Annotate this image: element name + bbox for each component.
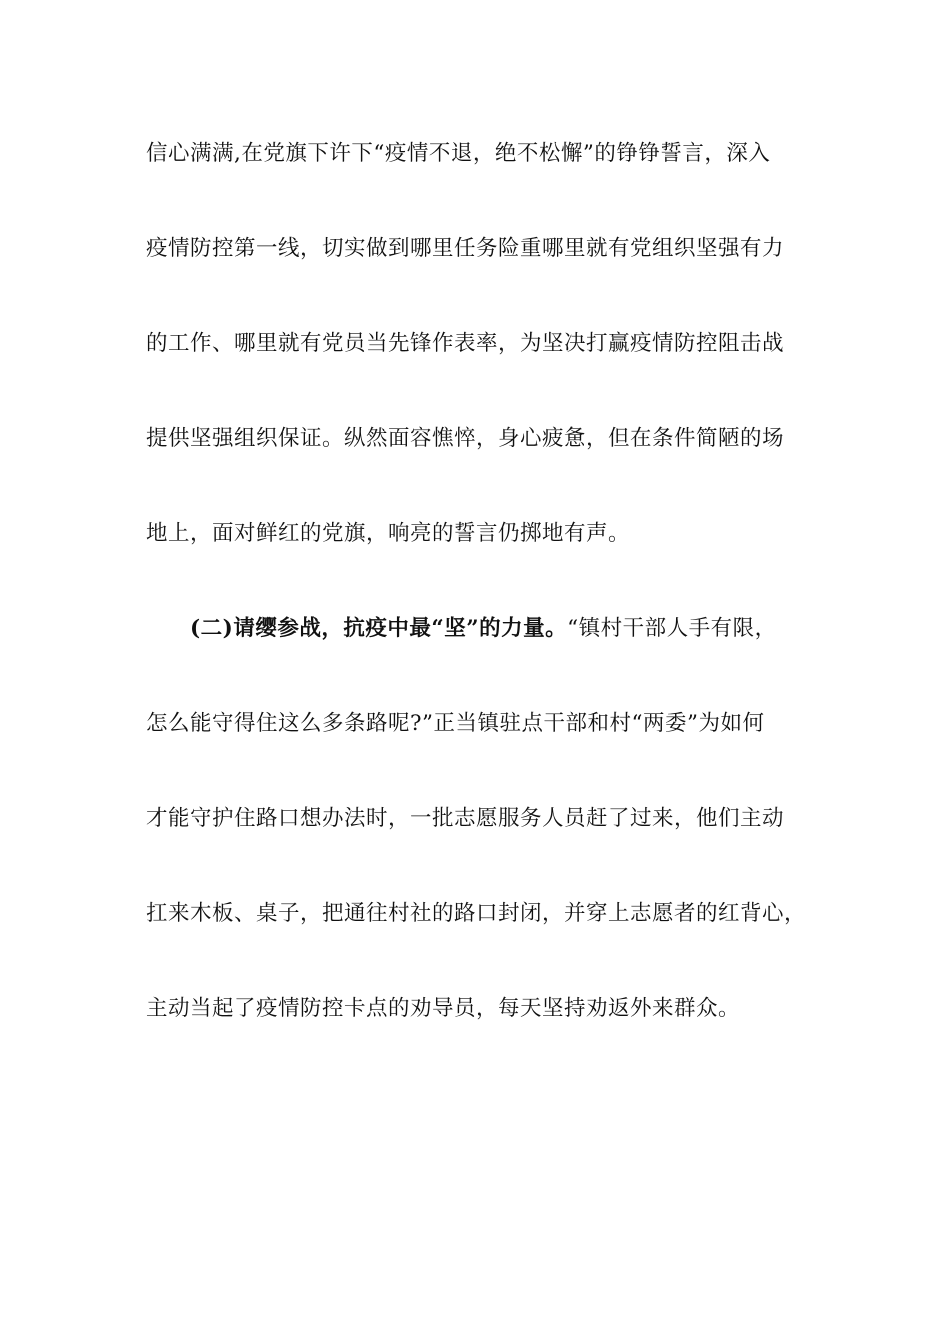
section-heading: (二)请缨参战，抗疫中最“坚”的力量。 <box>190 616 568 641</box>
paragraph-line: 疫情防控第一线，切实做到哪里任务险重哪里就有党组织坚强有力 <box>146 236 785 261</box>
paragraph-line: 扛来木板、桌子，把通往村社的路口封闭，并穿上志愿者的红背心， <box>146 901 807 926</box>
paragraph-line: 提供坚强组织保证。纵然面容憔悴，身心疲惫，但在条件简陋的场 <box>146 426 785 451</box>
paragraph-line: 主动当起了疫情防控卡点的劝导员，每天坚持劝返外来群众。 <box>146 996 741 1021</box>
section-heading-line <box>190 614 816 644</box>
paragraph-line: 信心满满,在党旗下许下“疫情不退，绝不松懈”的铮铮誓言，深入 <box>146 141 771 166</box>
paragraph-line: 怎么能守得住这么多条路呢?”正当镇驻点干部和村“两委”为如何 <box>146 711 765 736</box>
paragraph-line: 地上，面对鲜红的党旗，响亮的誓言仍掷地有声。 <box>146 521 631 546</box>
paragraph-line: 才能守护住路口想办法时，一批志愿服务人员赶了过来，他们主动 <box>146 806 785 831</box>
section-first-line-text: “镇村干部人手有限， <box>567 616 777 641</box>
paragraph-line: 的工作、哪里就有党员当先锋作表率，为坚决打赢疫情防控阻击战 <box>146 331 785 356</box>
